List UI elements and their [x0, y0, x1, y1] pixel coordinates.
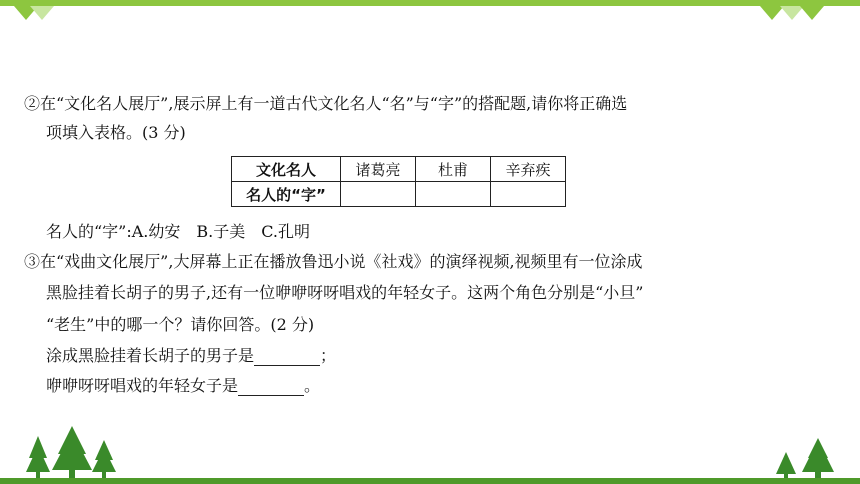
answer2-blank[interactable]	[238, 379, 304, 396]
answer-cell[interactable]	[341, 182, 416, 207]
name-courtesy-table	[231, 156, 566, 207]
answer1-blank[interactable]	[254, 349, 320, 366]
bottom-border	[0, 478, 860, 484]
answer-cell[interactable]	[491, 182, 566, 207]
answer2-suffix: 。	[304, 376, 321, 395]
answer1-prefix: 涂成黑脸挂着长胡子的男子是	[46, 346, 255, 365]
table-cell-person: 杜甫	[416, 157, 491, 182]
top-border	[0, 0, 860, 6]
q3-line3: “老生”中的哪一个？请你回答。(2 分)	[46, 315, 315, 334]
answer1-suffix: ；	[320, 346, 337, 365]
pine-trees-left-decor	[22, 426, 122, 478]
q3-answer2	[46, 376, 320, 396]
table-header-courtesy: 名人的“字”	[232, 182, 341, 207]
table-row	[232, 182, 566, 207]
top-left-triangle-decor	[30, 6, 54, 20]
q2-line2: 项填入表格。(3 分)	[46, 123, 186, 142]
answer2-prefix: 咿咿呀呀唱戏的年轻女子是	[46, 376, 239, 395]
answer-cell[interactable]	[416, 182, 491, 207]
q2-options: 名人的“字”:A.幼安 B.子美 C.孔明	[46, 222, 310, 241]
pine-trees-right-decor	[772, 438, 842, 478]
table-cell-person: 辛弃疾	[491, 157, 566, 182]
top-right-triangle-decor	[800, 6, 824, 20]
table-row	[232, 157, 566, 182]
q3-answer1	[46, 346, 336, 366]
q2-line1: ②在“文化名人展厅”,展示屏上有一道古代文化名人“名”与“字”的搭配题,请你将正确选	[24, 94, 628, 113]
table-header-person: 文化名人	[232, 157, 341, 182]
q3-line2: 黑脸挂着长胡子的男子,还有一位咿咿呀呀唱戏的年轻女子。这两个角色分别是“小旦”	[46, 283, 644, 302]
table-cell-person: 诸葛亮	[341, 157, 416, 182]
q3-line1: ③在“戏曲文化展厅”,大屏幕上正在播放鲁迅小说《社戏》的演绎视频,视频里有一位涂成	[24, 252, 643, 271]
